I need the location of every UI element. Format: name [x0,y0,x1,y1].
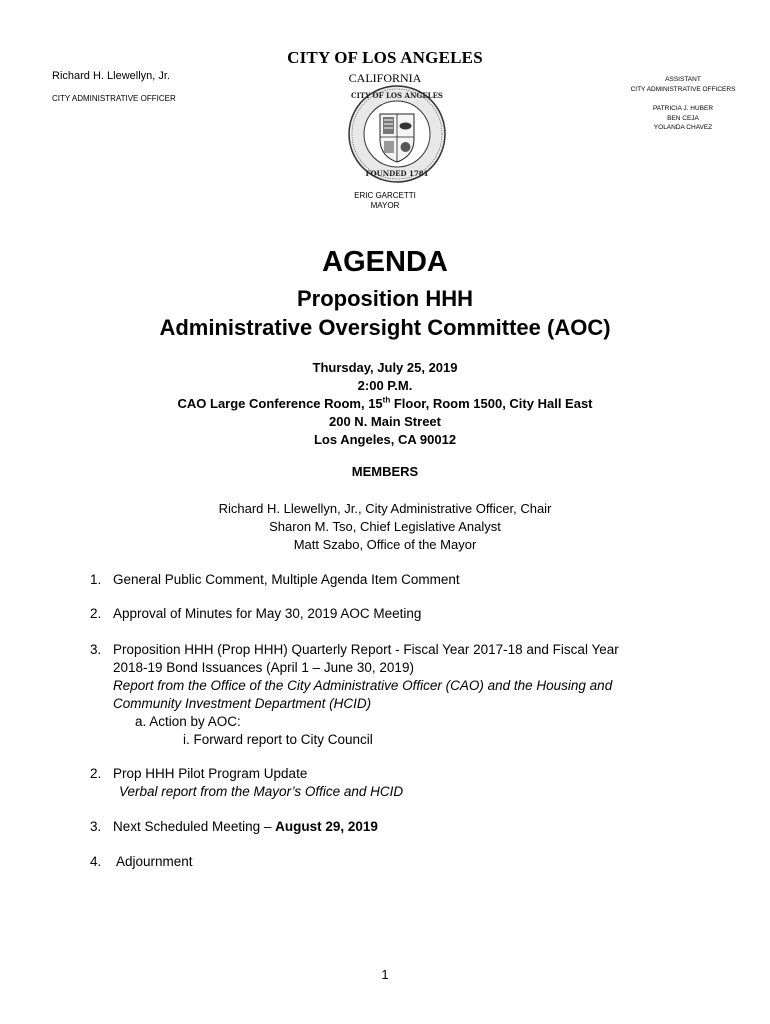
state-name: CALIFORNIA [348,71,422,85]
member: Richard H. Llewellyn, Jr., City Administrative Officer, Chair [218,501,552,516]
agenda-item [0,571,770,589]
assistant-officers-block [608,75,758,133]
item-number: 2. [90,766,102,781]
item-report: Report from the Office of the City Administrative Officer (CAO) and the Housing and [113,678,613,693]
item-number: 4. [90,854,102,869]
agenda-item [0,818,770,836]
meeting-info [0,359,770,449]
next-meeting-date: August 29, 2019 [275,819,378,834]
item-text: General Public Comment, Multiple Agenda Item Comment [113,572,460,587]
meeting-date: Thursday, July 25, 2019 [312,360,458,375]
item-subaction: i. Forward report to City Council [183,732,373,747]
assistant-name: BEN CEJA [667,114,699,122]
item-text: Approval of Minutes for May 30, 2019 AOC Meeting [113,606,422,621]
agenda-item [0,605,770,623]
member: Matt Szabo, Office of the Mayor [293,537,477,552]
committee-title-line2: Administrative Oversight Committee (AOC) [159,315,611,340]
officer-title: CITY ADMINISTRATIVE OFFICER [52,94,176,103]
item-text: Proposition HHH (Prop HHH) Quarterly Report - Fiscal Year 2017-18 and Fiscal Year 2018-19 Bond Issuances (April 1 – June 30, 2019) Report from the Office of the City Administrative Officer (CAO) and the Housing and Community Investment Department (HCID) a. Action by AOC: i. Forward report to City Council [113,641,713,749]
city-name: CITY OF LOS ANGELES [287,48,483,67]
mayor-block [0,191,770,211]
item-number: 2. [90,606,102,621]
mayor-title: MAYOR [370,201,400,210]
assistant-name: YOLANDA CHAVEZ [653,124,713,131]
members-heading: MEMBERS [351,464,419,479]
agenda-item [0,765,770,801]
officer-name: Richard H. Llewellyn, Jr. [52,70,170,82]
seal-text-bottom: FOUNDED 1781 [365,169,429,178]
meeting-street: 200 N. Main Street [329,414,441,429]
committee-title [0,284,770,342]
city-seal-icon [347,84,447,184]
item-subaction: a. Action by AOC: [135,714,241,729]
item-report: Verbal report from the Mayor’s Office and HCID [119,784,404,799]
members-list [0,500,770,554]
meeting-time: 2:00 P.M. [357,378,413,393]
agenda-heading: AGENDA [322,246,448,278]
assistant-title-line1: ASSISTANT [665,76,701,83]
agenda-item [0,853,770,871]
page-number: 1 [381,967,389,982]
item-report: Community Investment Department (HCID) [113,696,372,711]
assistant-name: PATRICIA J. HUBER [652,105,714,112]
agenda-item [0,641,770,749]
item-text: Next Scheduled Meeting – August 29, 2019 [113,819,378,834]
mayor-name: ERIC GARCETTI [354,191,416,200]
item-text: Adjournment [113,854,193,869]
member: Sharon M. Tso, Chief Legislative Analyst [269,519,501,534]
seal-text-top: CITY OF LOS ANGELES [351,91,443,100]
item-number: 1. [90,572,102,587]
assistant-title-line2: CITY ADMINISTRATIVE OFFICERS [630,85,736,93]
committee-title-line1: Proposition HHH [297,286,473,311]
meeting-city: Los Angeles, CA 90012 [313,432,457,447]
item-text: Prop HHH Pilot Program Update Verbal report from the Mayor’s Office and HCID [113,765,713,801]
meeting-location: CAO Large Conference Room, 15th Floor, Room 1500, City Hall East [177,395,593,411]
item-number: 3. [90,819,102,834]
item-number: 3. [90,642,102,657]
